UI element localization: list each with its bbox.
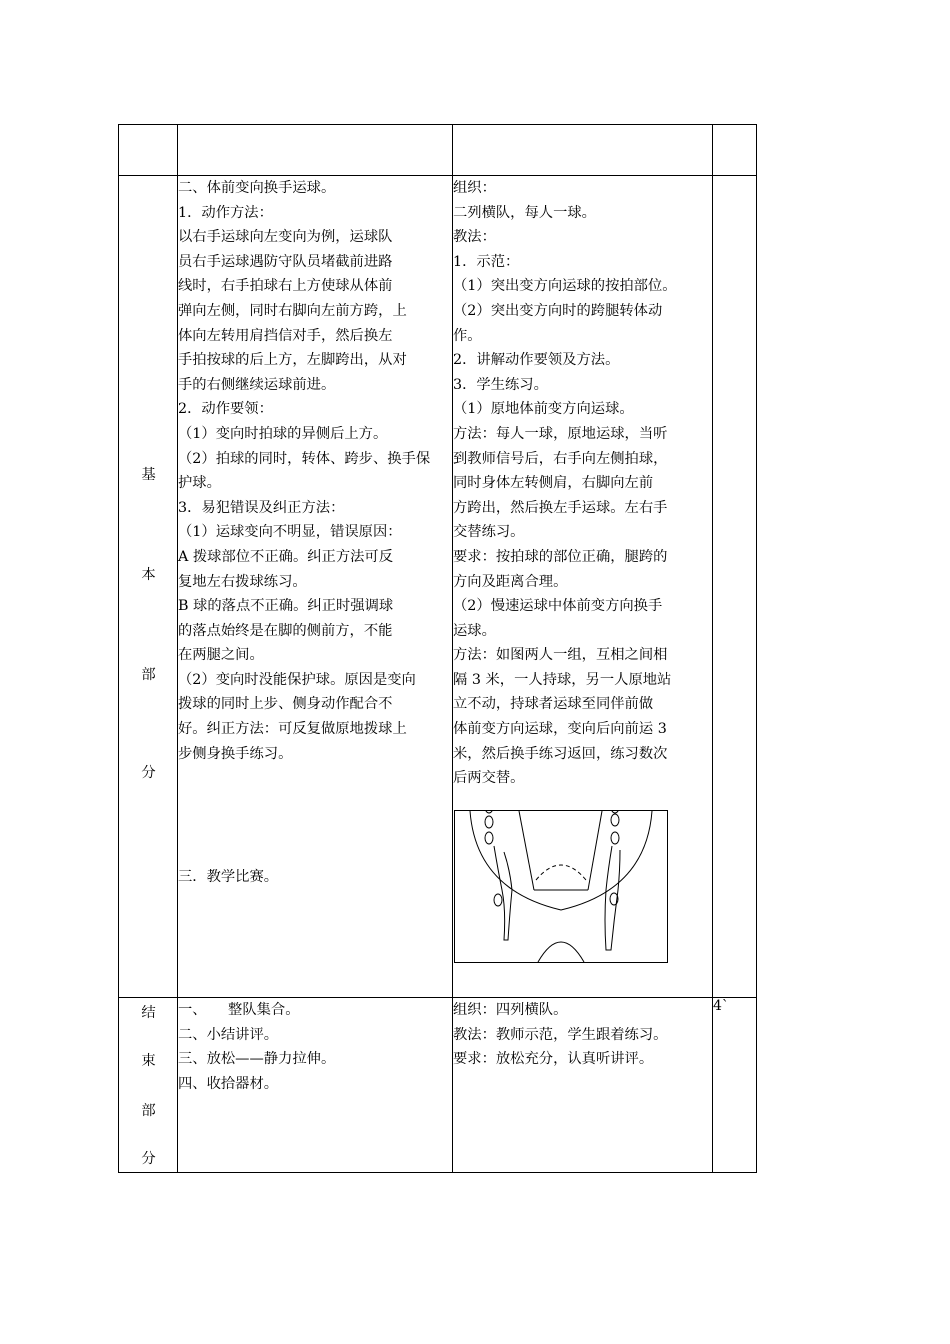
header-cell-4 xyxy=(713,125,757,176)
content-line: 2．动作要领： xyxy=(178,401,273,418)
content-line: 二、体前变向换手运球。 xyxy=(178,180,336,196)
section-label-char: 结 xyxy=(141,1005,156,1021)
organization-line: 米，然后换手练习返回，练习数次 xyxy=(453,745,668,762)
player-marker xyxy=(485,816,493,828)
content-line: 3．易犯错误及纠正方法： xyxy=(178,499,345,516)
content-line: 护球。 xyxy=(178,475,221,492)
content-line: 四、收拾器材。 xyxy=(178,1075,279,1092)
organization-line: 方法：每人一球，原地运球，当听 xyxy=(453,425,668,442)
organization-line: 教法： xyxy=(453,229,496,246)
organization-line: 方向及距离合理。 xyxy=(453,573,568,590)
content-line: 1．动作方法： xyxy=(178,204,273,221)
end-content-lines xyxy=(178,998,452,1096)
section-label-char: 部 xyxy=(141,1103,156,1119)
content-line: 二、小结讲评。 xyxy=(178,1026,279,1043)
content-line: 步侧身换手练习。 xyxy=(178,745,293,762)
organization-line: 交替练习。 xyxy=(453,524,525,541)
match-line: 三．教学比赛。 xyxy=(178,868,279,885)
organization-line: 教法：教师示范，学生跟着练习。 xyxy=(453,1026,668,1043)
organization-line: 二列横队，每人一球。 xyxy=(453,204,596,221)
content-line: 在两腿之间。 xyxy=(178,647,264,664)
organization-line: 方法：如图两人一组，互相之间相 xyxy=(453,647,668,664)
content-line: （1）变向时拍球的异侧后上方。 xyxy=(178,425,388,442)
content-line: 好。纠正方法：可反复做原地拨球上 xyxy=(178,721,407,738)
section-label-char: 分 xyxy=(141,1151,156,1167)
organization-line: （1）突出变方向运球的按拍部位。 xyxy=(453,278,677,295)
lane-line-right xyxy=(588,811,602,890)
player-marker xyxy=(485,832,493,844)
section-label-char: 分 xyxy=(141,765,156,781)
content-line: 体向左转用肩挡信对手，然后换左 xyxy=(178,327,393,344)
header-cell-1 xyxy=(119,125,178,176)
organization-line: 组织： xyxy=(453,180,496,196)
content-line: 手的右侧继续运球前进。 xyxy=(178,376,336,393)
content-line: （1）运球变向不明显，错误原因： xyxy=(178,524,402,541)
three-point-arc xyxy=(470,811,652,910)
organization-line: 同时身体左转侧肩，右脚向左前 xyxy=(453,475,654,492)
organization-line: 隔 3 米，一人持球，另一人原地站 xyxy=(453,671,672,688)
content-line: 以右手运球向左变向为例，运球队 xyxy=(178,229,393,246)
header-cell-2 xyxy=(178,125,453,176)
basic-organization-lines xyxy=(453,176,712,791)
content-line: 复地左右拨球练习。 xyxy=(178,573,307,590)
end-organization-cell xyxy=(453,998,713,1173)
organization-line: 方跨出，然后换左手运球。左右手 xyxy=(453,499,668,516)
organization-line: 立不动，持球者运球至同伴前做 xyxy=(453,696,654,713)
lesson-plan-table xyxy=(118,124,757,1173)
player-marker xyxy=(611,814,619,826)
player-marker xyxy=(494,894,502,906)
basic-content-lines xyxy=(178,176,452,766)
end-organization-lines xyxy=(453,998,712,1072)
content-line: （2）拍球的同时，转体、跨步、换手保 xyxy=(178,450,431,467)
content-line: 的落点始终是在脚的侧前方，不能 xyxy=(178,622,393,639)
content-line: （2）变向时没能保护球。原因是变向 xyxy=(178,671,416,688)
basic-organization-cell xyxy=(453,176,713,998)
basic-section-row xyxy=(119,176,757,998)
organization-line: （1）原地体前变方向运球。 xyxy=(453,401,634,418)
content-line: B 球的落点不正确。纠正时强调球 xyxy=(178,598,394,615)
end-content-cell xyxy=(178,998,453,1173)
section-label-char: 束 xyxy=(141,1053,156,1069)
organization-line: 要求：按拍球的部位正确，腿跨的 xyxy=(453,548,668,565)
center-circle-half xyxy=(538,942,584,962)
organization-line: 要求：放松充分，认真听讲评。 xyxy=(453,1051,654,1068)
section-label-char: 基 xyxy=(141,467,156,483)
content-line: 弹向左侧，同时右脚向左前方跨，上 xyxy=(178,302,407,319)
basic-time-cell xyxy=(713,176,757,998)
organization-line: （2）慢速运球中体前变方向换手 xyxy=(453,598,663,615)
organization-line: 体前变方向运球，变向后向前运 3 xyxy=(453,721,667,738)
content-line: 线时，右手拍球右上方使球从体前 xyxy=(178,278,393,295)
content-line: 手拍按球的后上方，左脚跨出，从对 xyxy=(178,352,407,369)
player-marker xyxy=(611,832,619,844)
end-section-label xyxy=(119,998,178,1173)
basic-section-label xyxy=(119,176,178,998)
section-label-char: 本 xyxy=(141,567,156,583)
end-section-row xyxy=(119,998,757,1173)
content-line: 员右手运球遇防守队员堵截前进路 xyxy=(178,253,393,270)
organization-line: 作。 xyxy=(453,327,482,344)
organization-line: （2）突出变方向时的跨腿转体动 xyxy=(453,302,663,319)
organization-line: 2．讲解动作要领及方法。 xyxy=(453,352,620,369)
basic-content-cell xyxy=(178,176,453,998)
organization-line: 运球。 xyxy=(453,622,496,639)
content-line: 一、 整队集合。 xyxy=(178,1002,300,1018)
header-row xyxy=(119,125,757,176)
organization-line: 1．示范： xyxy=(453,253,520,270)
lane-line-left xyxy=(519,811,534,890)
organization-line: 组织：四列横队。 xyxy=(453,1002,568,1018)
content-line: 拨球的同时上步、侧身动作配合不 xyxy=(178,696,393,713)
organization-line: 到教师信号后，右手向左侧拍球， xyxy=(453,450,668,467)
organization-line: 后两交替。 xyxy=(453,770,525,787)
section-label-char: 部 xyxy=(141,667,156,683)
basketball-halfcourt-drill-diagram xyxy=(454,810,668,964)
organization-line: 3．学生练习。 xyxy=(453,376,548,393)
free-throw-circle-dashed xyxy=(536,865,586,880)
dribble-path-left xyxy=(494,846,512,940)
content-line: A 拨球部位不正确。纠正方法可反 xyxy=(178,548,394,565)
content-line: 三、放松——静力拉伸。 xyxy=(178,1051,336,1068)
header-cell-3 xyxy=(453,125,713,176)
end-time-cell: 4` xyxy=(713,998,757,1173)
